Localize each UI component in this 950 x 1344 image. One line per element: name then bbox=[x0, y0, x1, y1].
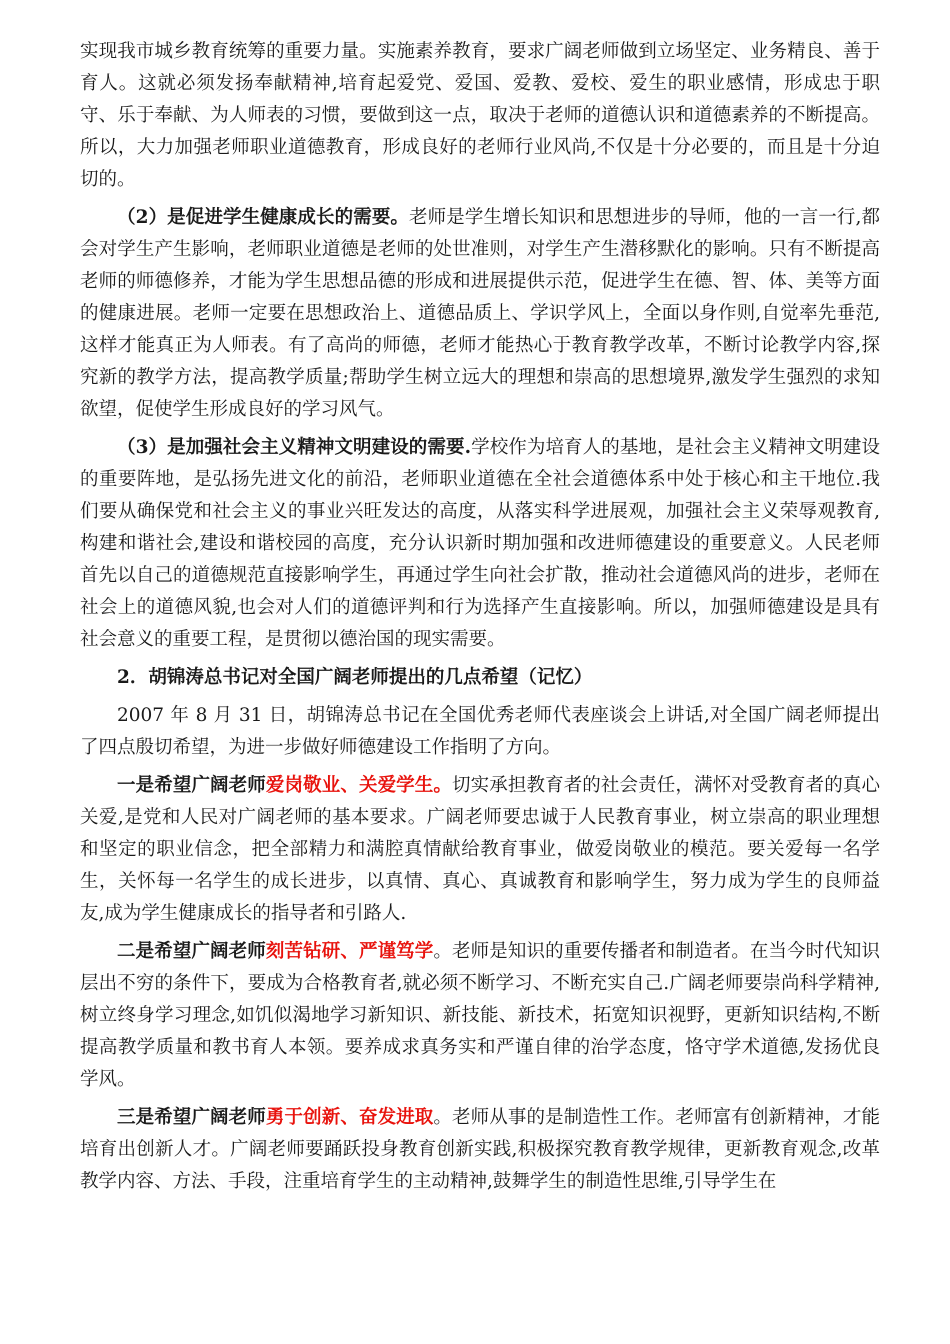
paragraph-text: 。老师从事的是制造性工作。老师富有创新精神，才能培育出创新人才。广阔老师要踊跃投身教育创新实践,积极探究教育教学规律，更新教育观念,改革教学内容、方法、手段，注重培育学生的主动精神,鼓舞学生的制造性思维,引导学生在 bbox=[80, 1107, 880, 1192]
hope-key-phrase: 爱岗敬业、关爱学生。 bbox=[265, 775, 453, 796]
paragraph-continuation bbox=[80, 36, 880, 196]
paragraph-text: 切实承担教育者的社会责任，满怀对受教育者的真心关爱,是党和人民对广阔老师的基本要求。广阔老师要忠诚于人民教育事业，树立崇高的职业理想和坚定的职业信念，把全部精力和满腔真情献给教育事业，做爱岗敬业的模范。要关爱每一名学生，关怀每一名学生的成长进步，以真情、真心、真诚教育和影响学生，努力成为学生的良师益友,成为学生健康成长的指导者和引路人. bbox=[80, 775, 880, 924]
paragraph-text: 实现我市城乡教育统筹的重要力量。实施素养教育，要求广阔老师做到立场坚定、业务精良、善于育人。这就必须发扬奉献精神,培育起爱党、爱国、爱教、爱校、爱生的职业感情，形成忠于职守、乐于奉献、为人师表的习惯，要做到这一点，取决于老师的道德认识和道德素养的不断提高。所以，大力加强老师职业道德教育，形成良好的老师行业风尚,不仅是十分必要的，而且是十分迫切的。 bbox=[80, 41, 880, 190]
paragraph-hope-2 bbox=[80, 936, 880, 1096]
paragraph-spiritual-civilization bbox=[80, 432, 880, 656]
paragraph-hope-1 bbox=[80, 770, 880, 930]
paragraph-text: 。老师是知识的重要传播者和制造者。在当今时代知识层出不穷的条件下，要成为合格教育者,就必须不断学习、不断充实自己.广阔老师要崇尚科学精神,树立终身学习理念,如饥似渴地学习新知识、新技能、新技术，拓宽知识视野，更新知识结构,不断提高教学质量和教书育人本领。要养成求真务实和严谨自律的治学态度，恪守学术道德,发扬优良学风。 bbox=[80, 941, 880, 1090]
paragraph-heading: （2）是促进学生健康成长的需要。 bbox=[117, 207, 410, 228]
paragraph-hope-3 bbox=[80, 1102, 880, 1198]
hope-key-phrase: 刻苦钻研、严谨笃学 bbox=[265, 941, 434, 962]
hope-lead: 二是希望广阔老师 bbox=[117, 941, 266, 962]
paragraph-text: 2007 年 8 月 31 日，胡锦涛总书记在全国优秀老师代表座谈会上讲话,对全国广阔老师提出了四点殷切希望，为进一步做好师德建设工作指明了方向。 bbox=[80, 705, 880, 758]
section-heading-text: 2．胡锦涛总书记对全国广阔老师提出的几点希望（记忆） bbox=[117, 667, 593, 688]
hope-lead: 三是希望广阔老师 bbox=[117, 1107, 266, 1128]
paragraph-speech-intro bbox=[80, 700, 880, 764]
paragraph-text: 学校作为培育人的基地，是社会主义精神文明建设的重要阵地，是弘扬先进文化的前沿，老师职业道德在全社会道德体系中处于核心和主干地位.我们要从确保党和社会主义的事业兴旺发达的高度，从落实科学进展观，加强社会主义荣辱观教育,构建和谐社会,建设和谐校园的高度，充分认识新时期加强和改进师德建设的重要意义。人民老师首先以自己的道德规范直接影响学生，再通过学生向社会扩散，推动社会道德风尚的进步，老师在社会上的道德风貌,也会对人们的道德评判和行为选择产生直接影响。所以，加强师德建设是具有社会意义的重要工程，是贯彻以德治国的现实需要。 bbox=[80, 437, 880, 650]
section-heading bbox=[80, 662, 880, 694]
paragraph-student-growth bbox=[80, 202, 880, 426]
paragraph-heading: （3）是加强社会主义精神文明建设的需要. bbox=[117, 437, 472, 458]
hope-lead: 一是希望广阔老师 bbox=[117, 775, 266, 796]
paragraph-text: 老师是学生增长知识和思想进步的导师，他的一言一行,都会对学生产生影响，老师职业道德是老师的处世准则，对学生产生潜移默化的影响。只有不断提高老师的师德修养，才能为学生思想品德的形成和进展提供示范，促进学生在德、智、体、美等方面的健康进展。老师一定要在思想政治上、道德品质上、学识学风上，全面以身作则,自觉率先垂范,这样才能真正为人师表。有了高尚的师德，老师才能热心于教育教学改革，不断讨论教学内容,探究新的教学方法，提高教学质量;帮助学生树立远大的理想和崇高的思想境界,激发学生强烈的求知欲望，促使学生形成良好的学习风气。 bbox=[80, 207, 880, 420]
hope-key-phrase: 勇于创新、奋发进取 bbox=[265, 1107, 434, 1128]
